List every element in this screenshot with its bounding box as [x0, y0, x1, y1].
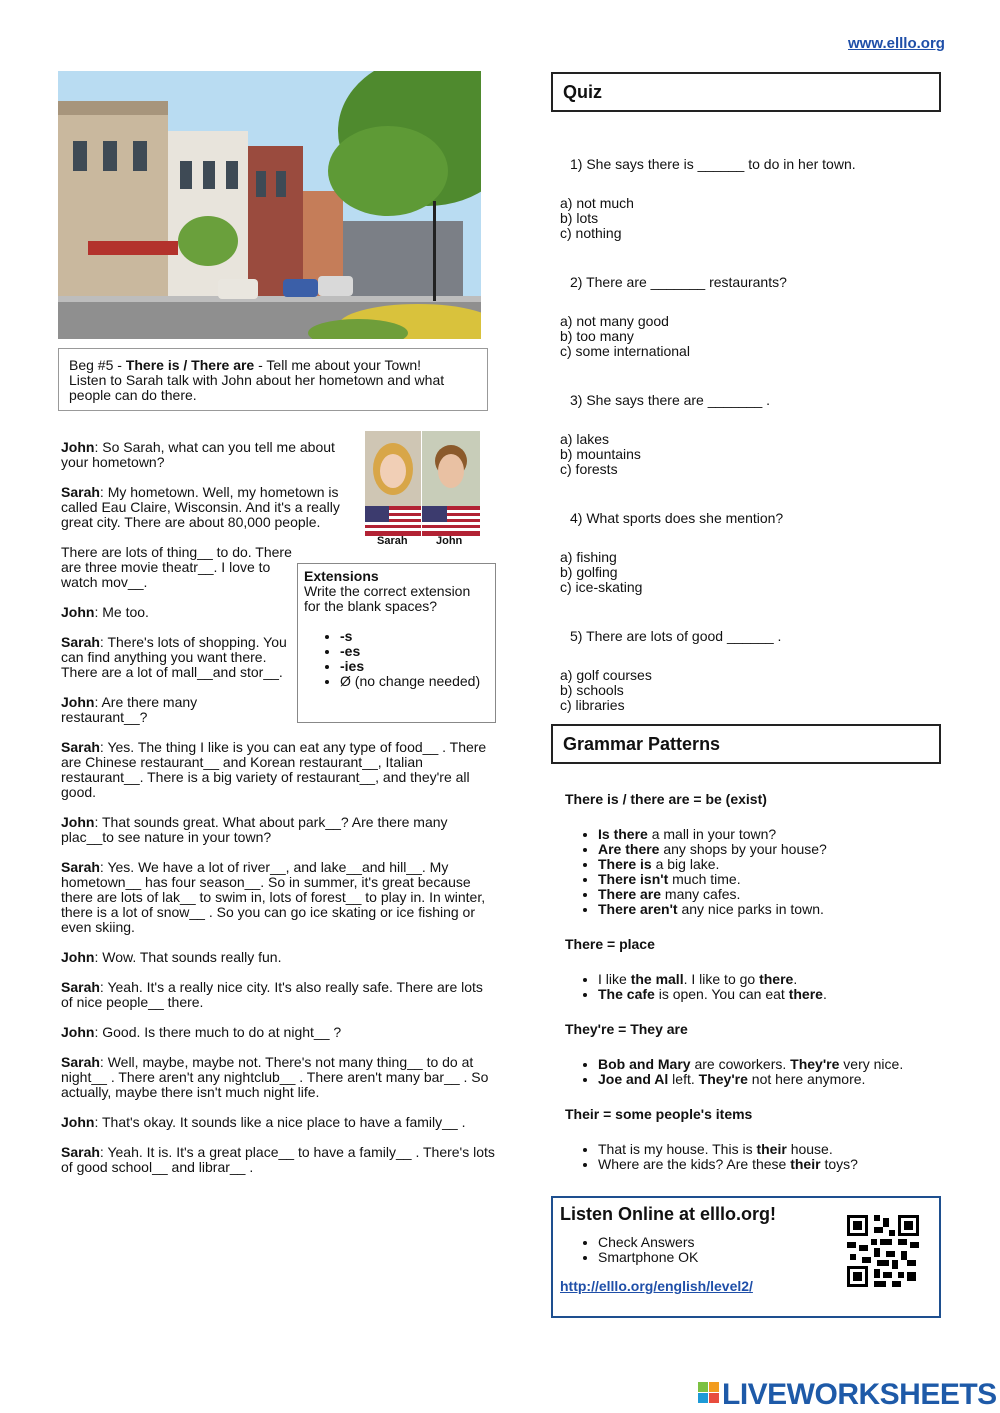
- portrait-label-right: John: [436, 535, 463, 547]
- extensions-instruction: Write the correct extension for the blank spaces?: [304, 583, 471, 614]
- caption-title: - Tell me about your Town!: [254, 357, 422, 373]
- answer-option[interactable]: c) nothing: [560, 225, 622, 241]
- caption-prefix: Beg #5 -: [69, 357, 126, 373]
- answer-option[interactable]: a) not much: [560, 195, 634, 211]
- extension-item: • Ø (no change needed): [340, 674, 489, 689]
- extensions-box: [297, 563, 496, 723]
- answer-option[interactable]: b) lots: [560, 210, 599, 226]
- grammar-list: [565, 827, 945, 917]
- liveworksheets-logo-icon: [698, 1382, 720, 1404]
- grammar-heading: Their = some people's items: [565, 1106, 753, 1122]
- question-text: 1) She says there is ______ to do in her town.: [570, 156, 856, 172]
- caption-topic: There is / There are: [125, 357, 255, 373]
- grammar-example: • There is a big lake.: [598, 857, 945, 872]
- dialogue-line: Sarah: Yeah. It's a really nice city. It's also really safe. There are lots of nice people__ there.: [61, 979, 483, 1010]
- caption-description: Listen to Sarah talk with John about her hometown and what people can do there.: [69, 372, 445, 403]
- extensions-title: Extensions: [304, 568, 379, 584]
- grammar-example: • Bob and Mary are coworkers. They're very nice.: [598, 1057, 945, 1072]
- dialogue-line: Sarah: Yeah. It is. It's a great place__ to have a family__ . There's lots of good school__ and librar__ .: [61, 1144, 495, 1175]
- level-link[interactable]: http://elllo.org/english/level2/: [560, 1278, 753, 1294]
- answer-option[interactable]: b) too many: [560, 328, 634, 344]
- listen-item: • Smartphone OK: [598, 1250, 932, 1265]
- answer-option[interactable]: c) ice-skating: [560, 579, 643, 595]
- qr-code-icon: [847, 1215, 919, 1287]
- liveworksheets-logo-text: LIVEWORKSHEETS: [722, 1378, 997, 1411]
- extension-item: • -es: [340, 644, 489, 659]
- dialogue: [61, 440, 496, 1190]
- lesson-caption: [58, 348, 488, 411]
- answer-option[interactable]: b) schools: [560, 682, 624, 698]
- dialogue-line: There are lots of thing__ to do. There are three movie theatr__. I love to watch mov__.: [61, 544, 292, 590]
- answer-option[interactable]: a) fishing: [560, 549, 617, 565]
- quiz-header: [551, 72, 941, 112]
- listen-item: • Check Answers: [598, 1235, 932, 1250]
- answer-option[interactable]: b) mountains: [560, 446, 641, 462]
- grammar-list: [565, 972, 945, 1002]
- extensions-list: [304, 629, 489, 689]
- extension-item: • -s: [340, 629, 489, 644]
- listen-title: Listen Online at elllo.org!: [560, 1204, 777, 1224]
- answer-option[interactable]: c) forests: [560, 461, 618, 477]
- dialogue-line: John: Me too.: [61, 604, 149, 620]
- grammar-example: • There are many cafes.: [598, 887, 945, 902]
- grammar-example: • The cafe is open. You can eat there.: [598, 987, 945, 1002]
- dialogue-line: John: That sounds great. What about park__? Are there many plac__to see nature in your town?: [61, 814, 448, 845]
- grammar-example: • That is my house. This is their house.: [598, 1142, 945, 1157]
- dialogue-line: John: Good. Is there much to do at night__ ?: [61, 1024, 342, 1040]
- quiz-question: [560, 511, 960, 622]
- dialogue-line: Sarah: There's lots of shopping. You can find anything you want there. There are a lot of mall__and stor__.: [61, 634, 287, 680]
- dialogue-line: John: So Sarah, what can you tell me about your hometown?: [61, 439, 335, 470]
- grammar-list: [565, 1142, 945, 1172]
- quiz-question: [560, 393, 960, 504]
- dialogue-line: Sarah: Well, maybe, maybe not. There's not many thing__ to do at night__ . There aren't any nightclub__ . There aren't many bar__ . So actually, maybe there isn't much night life.: [61, 1054, 489, 1100]
- grammar-example: • There aren't any nice parks in town.: [598, 902, 945, 917]
- dialogue-line: John: Are there many restaurant__?: [61, 694, 198, 725]
- quiz-title: Quiz: [563, 82, 602, 102]
- grammar-example: • Is there a mall in your town?: [598, 827, 945, 842]
- question-text: 3) She says there are _______ .: [570, 392, 771, 408]
- answer-option[interactable]: b) golfing: [560, 564, 618, 580]
- town-photo: [58, 71, 481, 339]
- answer-option[interactable]: c) some international: [560, 343, 690, 359]
- grammar-example: • There isn't much time.: [598, 872, 945, 887]
- grammar-header: [551, 724, 941, 764]
- site-link[interactable]: www.elllo.org: [848, 35, 945, 52]
- answer-option[interactable]: c) libraries: [560, 697, 625, 713]
- answer-option[interactable]: a) golf courses: [560, 667, 652, 683]
- grammar-example: • Where are the kids? Are these their toys?: [598, 1157, 945, 1172]
- quiz-question: [560, 157, 960, 268]
- question-text: 4) What sports does she mention?: [570, 510, 784, 526]
- dialogue-line: John: That's okay. It sounds like a nice place to have a family__ .: [61, 1114, 466, 1130]
- dialogue-line: John: Wow. That sounds really fun.: [61, 949, 282, 965]
- dialogue-line: Sarah: Yes. We have a lot of river__, and lake__and hill__. My hometown__ has four season__. So in summer, it's great because there are lots of lak__ to swim in, lots of forest__ to play in. In winter, there is a lot of snow__ . So you can go ice skating or ice fishing or even skiing.: [61, 859, 486, 935]
- dialogue-line: Sarah: My hometown. Well, my hometown is called Eau Claire, Wisconsin. And it's a really great city. There are about 80,000 people.: [61, 484, 340, 530]
- question-text: 2) There are _______ restaurants?: [570, 274, 787, 290]
- grammar-title: Grammar Patterns: [563, 734, 721, 754]
- grammar-example: • Are there any shops by your house?: [598, 842, 945, 857]
- extension-item: • -ies: [340, 659, 489, 674]
- grammar-list: [565, 1057, 945, 1087]
- answer-option[interactable]: a) not many good: [560, 313, 669, 329]
- answer-option[interactable]: a) lakes: [560, 431, 610, 447]
- quiz-question: [560, 275, 960, 386]
- grammar-heading: There = place: [565, 936, 655, 952]
- grammar-example: • Joe and Al left. They're not here anymore.: [598, 1072, 945, 1087]
- question-text: 5) There are lots of good ______ .: [570, 628, 782, 644]
- grammar-heading: They're = They are: [565, 1021, 688, 1037]
- grammar-example: • I like the mall. I like to go there.: [598, 972, 945, 987]
- quiz: [560, 150, 960, 740]
- grammar-heading: There is / there are = be (exist): [565, 791, 767, 807]
- grammar-patterns: [565, 792, 945, 1192]
- dialogue-line: Sarah: Yes. The thing I like is you can eat any type of food__ . There are Chinese restaurant__ and Korean restaurant__, Italian restaurant__. There is a big variety of restaurant__, and they're all good.: [61, 739, 487, 800]
- portrait-label-left: Sarah: [377, 535, 408, 547]
